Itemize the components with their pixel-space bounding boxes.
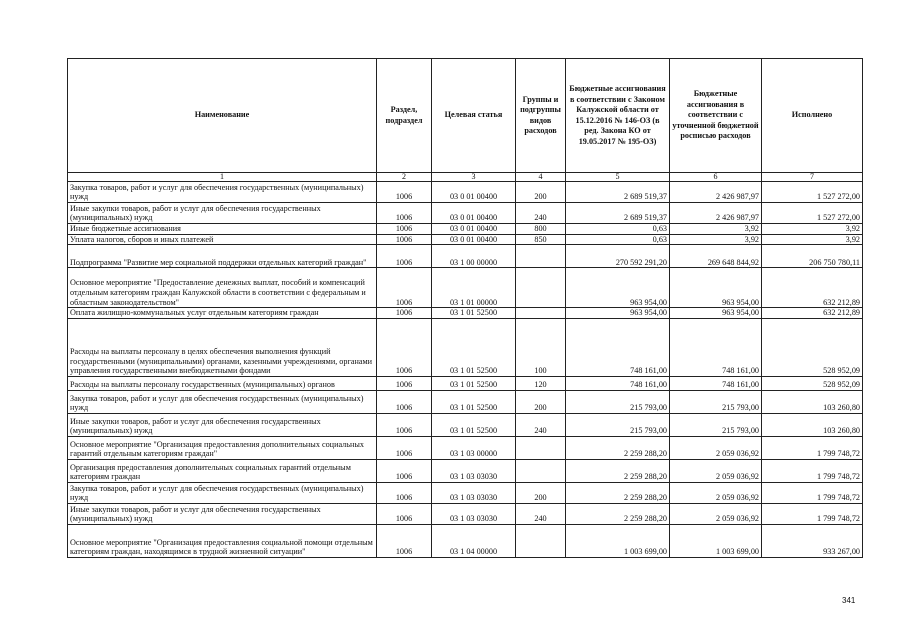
- column-number: 1: [68, 173, 377, 182]
- table-row: [68, 459, 863, 482]
- table-row: [68, 390, 863, 413]
- row-name-cell: Закупка товаров, работ и услуг для обеспечения государственных (муниципальных) нужд: [68, 482, 377, 503]
- row-budget-refined-cell: 748 161,00: [670, 318, 762, 376]
- row-executed-cell: 1 527 272,00: [762, 203, 863, 224]
- row-section-cell: 1006: [377, 436, 432, 459]
- table-body: [68, 173, 863, 558]
- header-budget-refined: Бюджетные ассигнования в соответствии с уточненной бюджетной росписью расходов: [670, 59, 762, 173]
- table-row: [68, 203, 863, 224]
- row-group-cell: [516, 245, 566, 268]
- column-number: 6: [670, 173, 762, 182]
- row-target-cell: 03 0 01 00400: [432, 182, 516, 203]
- row-executed-cell: 528 952,09: [762, 318, 863, 376]
- row-target-cell: 03 1 03 03030: [432, 482, 516, 503]
- header-budget-law: Бюджетные ассигнования в соответствии с Законом Калужской области от 15.12.2016 № 146-ОЗ (в ред. Закона КО от 19.05.2017 № 195-ОЗ): [566, 59, 670, 173]
- table-row: [68, 482, 863, 503]
- row-section-cell: 1006: [377, 203, 432, 224]
- row-target-cell: 03 1 01 52500: [432, 390, 516, 413]
- row-section-cell: 1006: [377, 413, 432, 436]
- row-name-cell: Закупка товаров, работ и услуг для обеспечения государственных (муниципальных) нужд: [68, 390, 377, 413]
- row-budget-refined-cell: 963 954,00: [670, 268, 762, 308]
- row-name-cell: Закупка товаров, работ и услуг для обеспечения государственных (муниципальных) нужд: [68, 182, 377, 203]
- column-number: 3: [432, 173, 516, 182]
- row-group-cell: [516, 268, 566, 308]
- row-budget-refined-cell: 2 059 036,92: [670, 459, 762, 482]
- column-number: 4: [516, 173, 566, 182]
- row-budget-law-cell: 2 259 288,20: [566, 436, 670, 459]
- row-budget-law-cell: 963 954,00: [566, 308, 670, 319]
- header-section: Раздел, подраздел: [377, 59, 432, 173]
- row-budget-law-cell: 2 689 519,37: [566, 182, 670, 203]
- row-group-cell: 800: [516, 224, 566, 235]
- header-target: Целевая статья: [432, 59, 516, 173]
- row-group-cell: 240: [516, 203, 566, 224]
- row-budget-law-cell: 748 161,00: [566, 318, 670, 376]
- row-budget-refined-cell: 269 648 844,92: [670, 245, 762, 268]
- page-number: 341: [842, 596, 856, 605]
- table-row: [68, 245, 863, 268]
- table-row: [68, 503, 863, 524]
- row-group-cell: [516, 436, 566, 459]
- row-executed-cell: 1 527 272,00: [762, 182, 863, 203]
- row-name-cell: Уплата налогов, сборов и иных платежей: [68, 234, 377, 245]
- row-budget-law-cell: 748 161,00: [566, 376, 670, 390]
- row-name-cell: Иные закупки товаров, работ и услуг для обеспечения государственных (муниципальных) нужд: [68, 203, 377, 224]
- table-row: [68, 268, 863, 308]
- row-group-cell: [516, 524, 566, 557]
- row-target-cell: 03 1 00 00000: [432, 245, 516, 268]
- table-header-row: [68, 59, 863, 173]
- row-section-cell: 1006: [377, 503, 432, 524]
- row-group-cell: 100: [516, 318, 566, 376]
- row-executed-cell: 1 799 748,72: [762, 459, 863, 482]
- row-executed-cell: 3,92: [762, 224, 863, 235]
- row-budget-law-cell: 215 793,00: [566, 390, 670, 413]
- table-row: [68, 182, 863, 203]
- row-name-cell: Иные закупки товаров, работ и услуг для обеспечения государственных (муниципальных) нужд: [68, 413, 377, 436]
- row-budget-law-cell: 2 259 288,20: [566, 503, 670, 524]
- header-name: Наименование: [68, 59, 377, 173]
- row-target-cell: 03 1 03 03030: [432, 503, 516, 524]
- row-budget-law-cell: 963 954,00: [566, 268, 670, 308]
- table-row: [68, 308, 863, 319]
- row-group-cell: [516, 459, 566, 482]
- row-name-cell: Расходы на выплаты персоналу в целях обеспечения выполнения функций государственными (муниципальными) органами, казенными учреждениями, органами управления государственными внебюджетными фондами: [68, 318, 377, 376]
- row-executed-cell: 528 952,09: [762, 376, 863, 390]
- row-group-cell: 850: [516, 234, 566, 245]
- table-row: [68, 524, 863, 557]
- row-budget-law-cell: 1 003 699,00: [566, 524, 670, 557]
- table-row: [68, 413, 863, 436]
- row-name-cell: Оплата жилищно-коммунальных услуг отдельным категориям граждан: [68, 308, 377, 319]
- row-section-cell: 1006: [377, 318, 432, 376]
- column-number: 7: [762, 173, 863, 182]
- row-budget-refined-cell: 963 954,00: [670, 308, 762, 319]
- row-budget-law-cell: 2 259 288,20: [566, 459, 670, 482]
- row-target-cell: 03 1 03 03030: [432, 459, 516, 482]
- row-budget-law-cell: 2 259 288,20: [566, 482, 670, 503]
- table-row: [68, 318, 863, 376]
- row-section-cell: 1006: [377, 524, 432, 557]
- row-group-cell: 200: [516, 390, 566, 413]
- row-target-cell: 03 0 01 00400: [432, 234, 516, 245]
- row-section-cell: 1006: [377, 234, 432, 245]
- row-executed-cell: 632 212,89: [762, 268, 863, 308]
- row-section-cell: 1006: [377, 308, 432, 319]
- row-budget-refined-cell: 3,92: [670, 224, 762, 235]
- budget-table: [67, 58, 863, 558]
- row-section-cell: 1006: [377, 376, 432, 390]
- table-row: [68, 376, 863, 390]
- row-section-cell: 1006: [377, 224, 432, 235]
- column-number: 5: [566, 173, 670, 182]
- row-name-cell: Основное мероприятие "Организация предоставления социальной помощи отдельным категориям граждан, находящимся в трудной жизненной ситуации": [68, 524, 377, 557]
- row-executed-cell: 1 799 748,72: [762, 436, 863, 459]
- row-group-cell: 240: [516, 503, 566, 524]
- row-group-cell: 240: [516, 413, 566, 436]
- row-budget-refined-cell: 1 003 699,00: [670, 524, 762, 557]
- row-target-cell: 03 1 01 52500: [432, 413, 516, 436]
- row-budget-refined-cell: 215 793,00: [670, 390, 762, 413]
- row-budget-refined-cell: 2 059 036,92: [670, 503, 762, 524]
- row-section-cell: 1006: [377, 245, 432, 268]
- row-name-cell: Основное мероприятие "Организация предоставления дополнительных социальных гарантий отдельным категориям граждан": [68, 436, 377, 459]
- table-row: [68, 436, 863, 459]
- row-budget-law-cell: 215 793,00: [566, 413, 670, 436]
- row-section-cell: 1006: [377, 268, 432, 308]
- row-budget-refined-cell: 2 059 036,92: [670, 436, 762, 459]
- column-number: 2: [377, 173, 432, 182]
- row-group-cell: 200: [516, 482, 566, 503]
- header-groups: Группы и подгруппы видов расходов: [516, 59, 566, 173]
- row-budget-refined-cell: 2 426 987,97: [670, 182, 762, 203]
- row-executed-cell: 1 799 748,72: [762, 503, 863, 524]
- row-section-cell: 1006: [377, 459, 432, 482]
- row-budget-refined-cell: 2 426 987,97: [670, 203, 762, 224]
- row-name-cell: Иные бюджетные ассигнования: [68, 224, 377, 235]
- row-section-cell: 1006: [377, 390, 432, 413]
- row-group-cell: 200: [516, 182, 566, 203]
- row-name-cell: Иные закупки товаров, работ и услуг для обеспечения государственных (муниципальных) нужд: [68, 503, 377, 524]
- row-executed-cell: 206 750 780,11: [762, 245, 863, 268]
- row-executed-cell: 1 799 748,72: [762, 482, 863, 503]
- row-target-cell: 03 1 01 52500: [432, 318, 516, 376]
- row-group-cell: [516, 308, 566, 319]
- header-executed: Исполнено: [762, 59, 863, 173]
- row-target-cell: 03 0 01 00400: [432, 203, 516, 224]
- row-target-cell: 03 1 01 52500: [432, 376, 516, 390]
- row-budget-refined-cell: 215 793,00: [670, 413, 762, 436]
- row-budget-law-cell: 270 592 291,20: [566, 245, 670, 268]
- table-row: [68, 224, 863, 235]
- row-section-cell: 1006: [377, 182, 432, 203]
- row-executed-cell: 103 260,80: [762, 390, 863, 413]
- row-name-cell: Основное мероприятие "Предоставление денежных выплат, пособий и компенсаций отдельным категориям граждан Калужской области в соответствии с федеральным и областным законодательством": [68, 268, 377, 308]
- table-row: [68, 234, 863, 245]
- row-target-cell: 03 1 01 00000: [432, 268, 516, 308]
- row-target-cell: 03 1 03 00000: [432, 436, 516, 459]
- row-target-cell: 03 1 01 52500: [432, 308, 516, 319]
- row-executed-cell: 103 260,80: [762, 413, 863, 436]
- row-executed-cell: 3,92: [762, 234, 863, 245]
- column-numbers-row: [68, 173, 863, 182]
- row-executed-cell: 632 212,89: [762, 308, 863, 319]
- row-target-cell: 03 1 04 00000: [432, 524, 516, 557]
- row-budget-refined-cell: 2 059 036,92: [670, 482, 762, 503]
- row-name-cell: Расходы на выплаты персоналу государственных (муниципальных) органов: [68, 376, 377, 390]
- row-budget-law-cell: 0,63: [566, 234, 670, 245]
- row-budget-refined-cell: 748 161,00: [670, 376, 762, 390]
- row-target-cell: 03 0 01 00400: [432, 224, 516, 235]
- row-name-cell: Подпрограмма "Развитие мер социальной поддержки отдельных категорий граждан": [68, 245, 377, 268]
- row-budget-law-cell: 2 689 519,37: [566, 203, 670, 224]
- row-group-cell: 120: [516, 376, 566, 390]
- row-section-cell: 1006: [377, 482, 432, 503]
- row-executed-cell: 933 267,00: [762, 524, 863, 557]
- row-name-cell: Организация предоставления дополнительных социальных гарантий отдельным категориям граждан: [68, 459, 377, 482]
- row-budget-refined-cell: 3,92: [670, 234, 762, 245]
- row-budget-law-cell: 0,63: [566, 224, 670, 235]
